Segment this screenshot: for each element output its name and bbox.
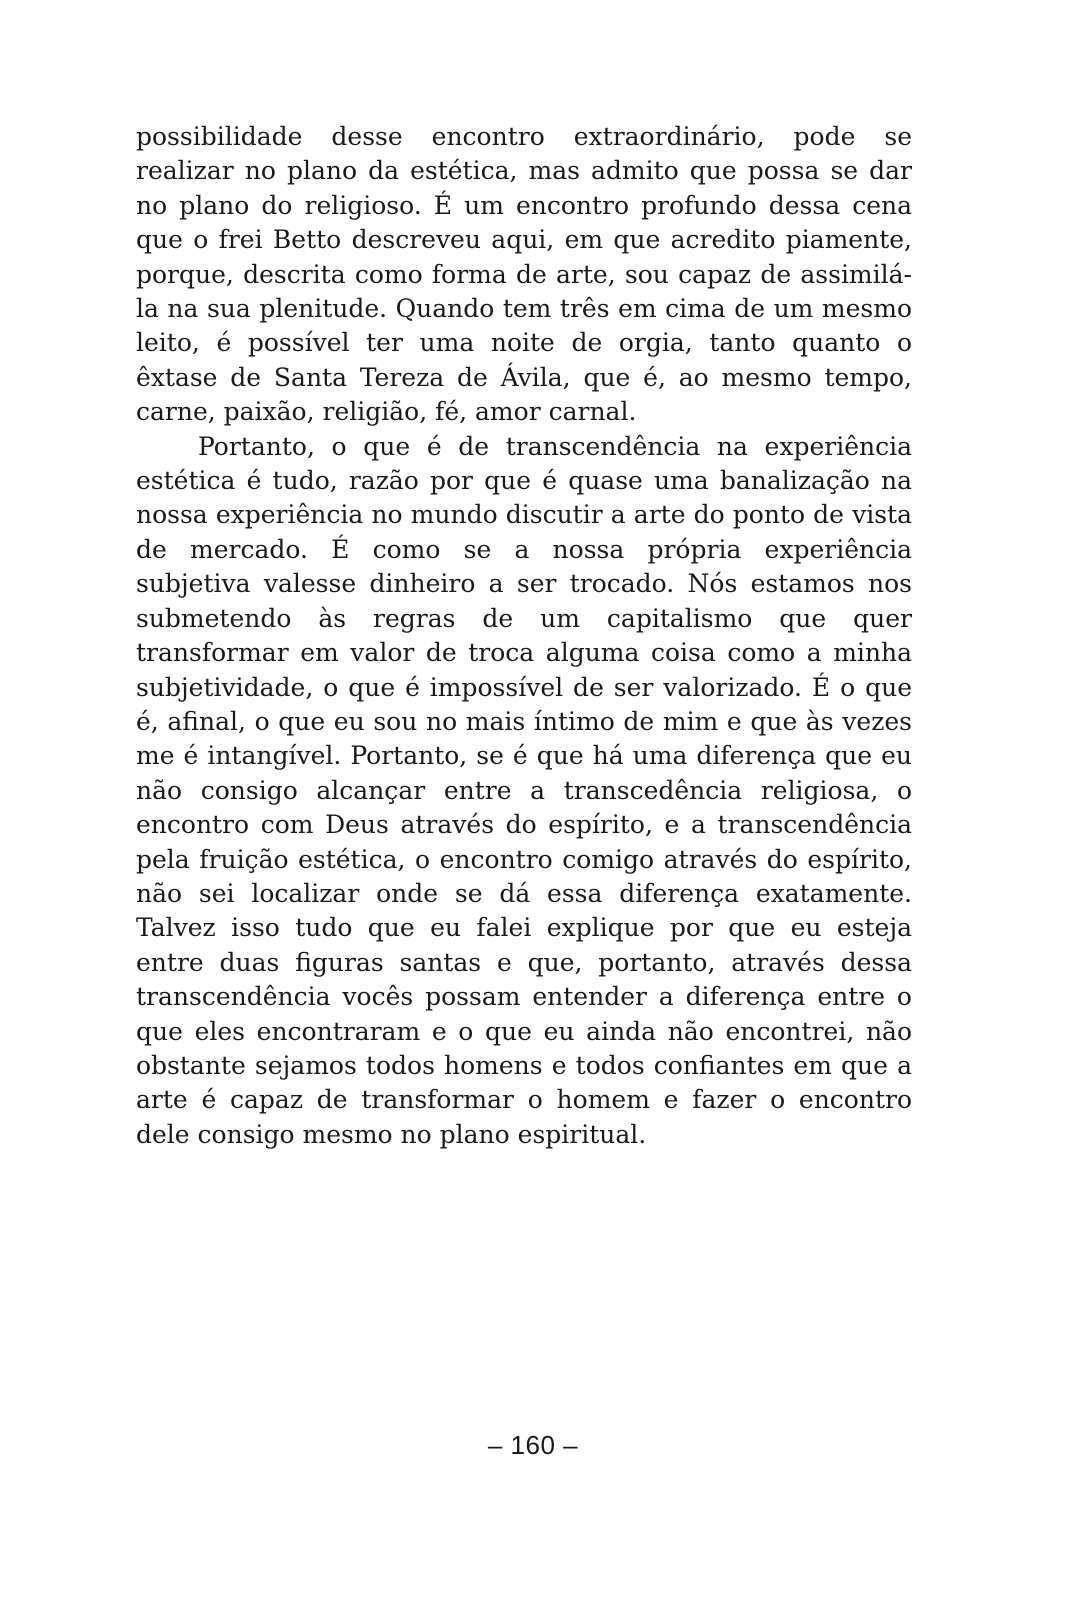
paragraph-continuation: possibilidade desse encontro extraordinário, pode se realizar no plano da estética, mas admito que possa se dar no plano do religioso. É um encontro profundo dessa cena que o frei Betto descreveu aqui, em que acredito piamente, porque, descrita como forma de arte, sou capaz de assimilá-la na sua plenitude. Quando tem três em cima de um mesmo leito, é possível ter uma noite de orgia, tanto quanto o êxtase de Santa Tereza de Ávila, que é, ao mesmo tempo, carne, paixão, religião, fé, amor carnal. — [136, 122, 912, 427]
body-text — [136, 120, 912, 1152]
paragraph-portanto: Portanto, o que é de transcendência na experiência estética é tudo, razão por que é quase uma banalização na nossa experiência no mundo discutir a arte do ponto de vista de mercado. É como se a nossa própria experiência subjetiva valesse dinheiro a ser trocado. Nós estamos nos submetendo às regras de um capitalismo que quer transformar em valor de troca alguma coisa como a minha subjetividade, o que é impossível de ser valorizado. É o que é, afinal, o que eu sou no mais íntimo de mim e que às vezes me é intangível. Portanto, se é que há uma diferença que eu não consigo alcançar entre a transcedência religiosa, o encontro com Deus através do espírito, e a transcendência pela fruição estética, o encontro comigo através do espírito, não sei localizar onde se dá essa diferença exatamente. Talvez isso tudo que eu falei explique por que eu esteja entre duas figuras santas e que, portanto, através dessa transcendência vocês possam entender a diferença entre o que eles encontraram e o que eu ainda não encontrei, não obstante sejamos todos homens e todos confiantes em que a arte é capaz de transformar o homem e fazer o encontro dele consigo mesmo no plano espiritual. — [136, 431, 912, 1149]
page-number: – 160 – — [487, 1430, 579, 1460]
